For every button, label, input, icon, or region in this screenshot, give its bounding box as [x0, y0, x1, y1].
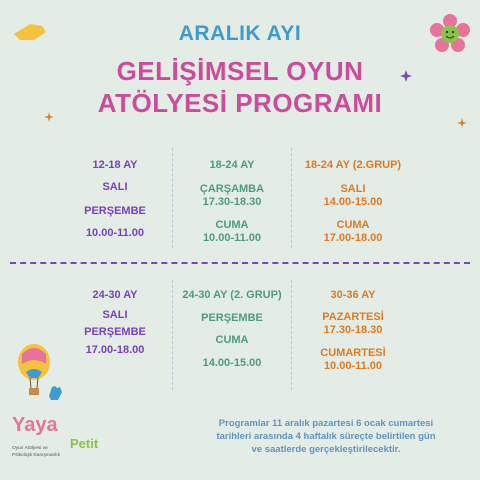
age-group: 24-30 AY: [92, 289, 138, 301]
page-title-line1: GELİŞİMSEL OYUN: [116, 56, 364, 86]
day: ÇARŞAMBA: [199, 183, 265, 195]
age-group: 18-24 AY (2.GRUP): [304, 159, 402, 171]
brand-tagline-1: Oyun Atölyesi ve: [12, 446, 48, 451]
brand-name: Yaya: [12, 414, 58, 436]
brand-logo: [12, 414, 58, 437]
time: 10.00-11.00: [323, 360, 383, 372]
note-line: ve saatlerde gerçekleştirilecektir.: [251, 443, 401, 455]
brand-tagline-2: Psikolojik Danışmanlık: [12, 453, 60, 458]
row-divider: [10, 262, 470, 264]
month-subtitle: ARALIK AYI: [178, 22, 302, 45]
time: 17.30-18.30: [323, 324, 383, 336]
age-group: 18-24 AY: [209, 159, 255, 171]
time: 10.00-11.00: [85, 227, 145, 239]
day: SALI: [102, 309, 128, 321]
day: CUMARTESİ: [320, 347, 386, 359]
star-icon: [457, 118, 467, 128]
day: PERŞEMBE: [84, 326, 146, 338]
age-group: 12-18 AY: [92, 159, 138, 171]
time: 17.30-18.30: [202, 196, 262, 208]
program-note: [176, 418, 476, 456]
day: PAZARTESİ: [322, 311, 384, 323]
day: CUMA: [336, 219, 370, 231]
time: 14.00-15.00: [202, 357, 262, 369]
time: 14.00-15.00: [323, 196, 383, 208]
day: CUMA: [215, 334, 249, 346]
time: 10.00-11.00: [202, 232, 262, 244]
day: SALI: [340, 183, 366, 195]
note-line: Programlar 11 aralık pazartesi 6 ocak cumartesi: [218, 418, 434, 429]
day: PERŞEMBE: [201, 312, 263, 324]
age-group: 30-36 AY: [330, 289, 376, 301]
page-title-line2: ATÖLYESİ PROGRAMI: [97, 88, 383, 118]
time: 17.00-18.00: [323, 232, 383, 244]
day: PERŞEMBE: [84, 205, 146, 217]
age-group: 24-30 AY (2. GRUP): [182, 289, 282, 301]
time: 17.00-18.00: [85, 344, 145, 356]
day: SALI: [102, 181, 128, 193]
note-line: tarihleri arasında 4 haftalık süreçte belirtilen gün: [216, 430, 436, 442]
brand-sub: Petit: [70, 436, 99, 451]
day: CUMA: [215, 219, 249, 231]
hand-icon: [46, 384, 64, 402]
